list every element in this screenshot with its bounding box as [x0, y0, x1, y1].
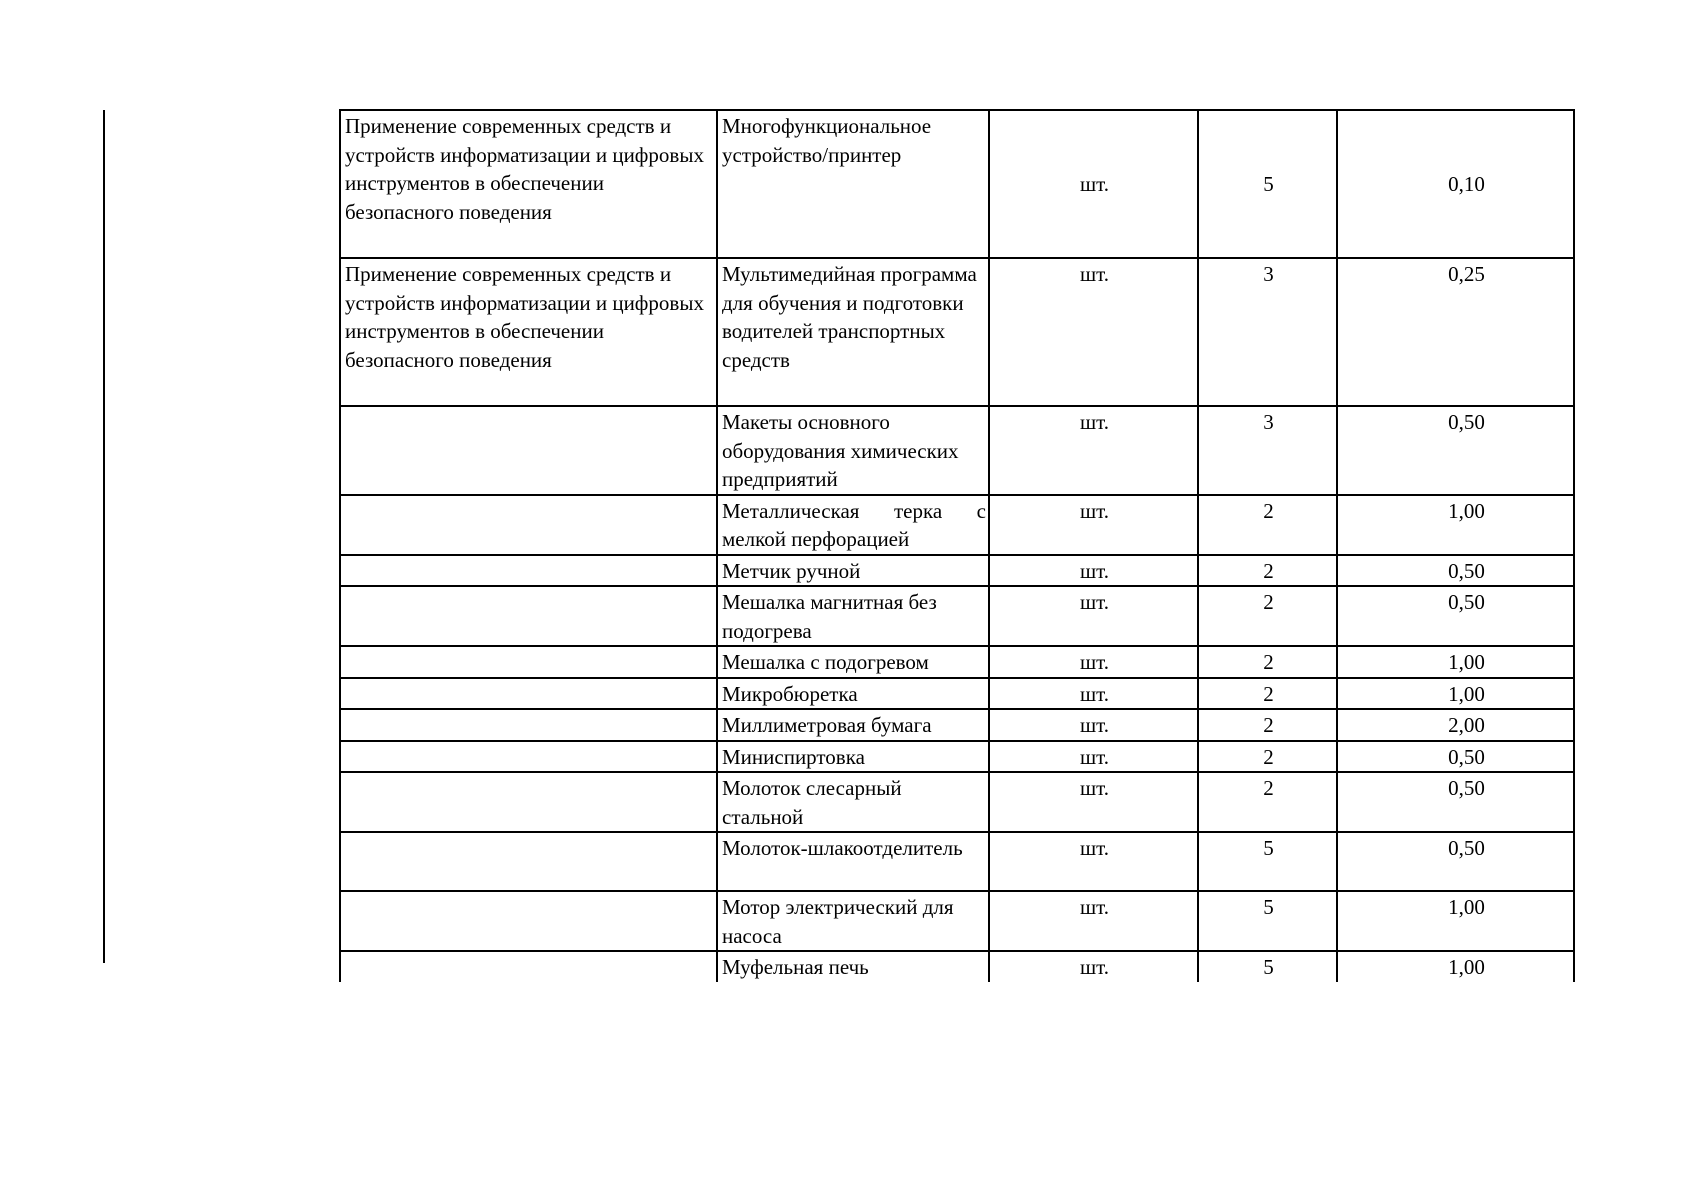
- area-cell: Применение современных средств и устройств информатизации и цифровых инструментов в обеспечении безопасного поведения: [340, 258, 717, 406]
- unit-value: шт.: [1079, 498, 1110, 523]
- unit-value: шт.: [1079, 955, 1110, 979]
- norm-cell: [1337, 258, 1574, 406]
- area-cell: [340, 555, 717, 587]
- item-name-cell: Мотор электрический для насоса: [717, 891, 989, 951]
- norm-cell: [1337, 646, 1574, 678]
- table-row: [340, 891, 1574, 951]
- table-row: [340, 586, 1574, 646]
- unit-value: шт.: [1079, 262, 1110, 286]
- unit-value: шт.: [1079, 650, 1110, 674]
- norm-value: 0,50: [1448, 836, 1485, 860]
- item-name-cell: Молоток-шлакоотделитель: [717, 832, 989, 891]
- norm-cell: [1337, 741, 1574, 773]
- unit-value: шт.: [1079, 590, 1110, 614]
- norm-cell: [1337, 891, 1574, 951]
- unit-cell: [989, 741, 1198, 773]
- quantity-cell: [1198, 586, 1337, 646]
- unit-value: шт.: [1079, 713, 1110, 737]
- item-name-cell: Молоток слесарный стальной: [717, 772, 989, 832]
- quantity-value: 2: [1263, 590, 1274, 614]
- quantity-cell: [1198, 741, 1337, 773]
- quantity-value: 3: [1263, 410, 1274, 434]
- unit-cell: [989, 832, 1198, 891]
- quantity-cell: [1198, 832, 1337, 891]
- item-name-cell: Муфельная печь: [717, 951, 989, 982]
- table-row: [340, 495, 1574, 555]
- quantity-cell: [1198, 555, 1337, 587]
- area-cell: [340, 891, 717, 951]
- norm-cell: [1337, 495, 1574, 555]
- norm-cell: [1337, 951, 1574, 982]
- unit-cell: [989, 772, 1198, 832]
- unit-cell: [989, 258, 1198, 406]
- unit-cell: [989, 586, 1198, 646]
- quantity-cell: [1198, 678, 1337, 710]
- quantity-cell: [1198, 495, 1337, 555]
- item-name-cell: Миллиметровая бумага: [717, 709, 989, 741]
- area-cell: Применение современных средств и устройств информатизации и цифровых инструментов в обеспечении безопасного поведения: [340, 110, 717, 258]
- unit-cell: [989, 495, 1198, 555]
- item-name-cell: Металлическая терка с мелкой перфорацией: [717, 495, 989, 555]
- quantity-cell: [1198, 709, 1337, 741]
- area-cell: [340, 772, 717, 832]
- unit-cell: [989, 555, 1198, 587]
- unit-cell: [989, 891, 1198, 951]
- item-name-cell: Многофункциональное устройство/принтер: [717, 110, 989, 258]
- area-cell: [340, 495, 717, 555]
- area-cell: [340, 951, 717, 982]
- norm-value: 0,50: [1448, 776, 1485, 800]
- quantity-cell: [1198, 406, 1337, 495]
- area-cell: [340, 709, 717, 741]
- quantity-cell: [1198, 951, 1337, 982]
- unit-value: шт.: [1079, 172, 1110, 197]
- norm-value: 0,50: [1448, 590, 1485, 614]
- norm-cell: [1337, 709, 1574, 741]
- item-name-cell: Мультимедийная программа для обучения и подготовки водителей транспортных средств: [717, 258, 989, 406]
- unit-cell: [989, 678, 1198, 710]
- norm-value: 1,00: [1448, 681, 1485, 706]
- item-name-cell: Микробюретка: [717, 678, 989, 710]
- norm-value: 1,00: [1448, 955, 1485, 979]
- quantity-value: 2: [1263, 650, 1274, 674]
- unit-value: шт.: [1079, 410, 1110, 434]
- table-row: [340, 678, 1574, 710]
- unit-cell: [989, 646, 1198, 678]
- norm-value: 0,50: [1448, 558, 1485, 583]
- unit-value: шт.: [1079, 558, 1110, 583]
- norm-cell: [1337, 678, 1574, 710]
- quantity-value: 5: [1263, 836, 1274, 860]
- quantity-value: 2: [1263, 558, 1274, 583]
- norm-cell: [1337, 586, 1574, 646]
- area-cell: [340, 741, 717, 773]
- norm-cell: [1337, 406, 1574, 495]
- norm-cell: [1337, 110, 1574, 258]
- quantity-value: 5: [1263, 955, 1274, 979]
- norm-value: 1,00: [1448, 650, 1485, 674]
- unit-cell: [989, 406, 1198, 495]
- table-row: [340, 709, 1574, 741]
- table-row: [340, 741, 1574, 773]
- page-left-border: [103, 110, 105, 963]
- norm-value: 0,10: [1448, 172, 1485, 197]
- quantity-value: 2: [1263, 776, 1274, 800]
- quantity-value: 5: [1263, 172, 1274, 197]
- quantity-cell: [1198, 258, 1337, 406]
- unit-cell: [989, 709, 1198, 741]
- table-row: [340, 832, 1574, 891]
- quantity-value: 2: [1263, 681, 1274, 706]
- table-row: [340, 555, 1574, 587]
- norm-value: 2,00: [1448, 713, 1485, 737]
- item-name-cell: Мешалка с подогревом: [717, 646, 989, 678]
- table-row: [340, 110, 1574, 258]
- quantity-cell: [1198, 772, 1337, 832]
- quantity-cell: [1198, 646, 1337, 678]
- norm-value: 1,00: [1448, 895, 1485, 919]
- unit-value: шт.: [1079, 776, 1110, 800]
- norm-value: 0,50: [1448, 410, 1485, 434]
- table-row: [340, 258, 1574, 406]
- table-row: [340, 772, 1574, 832]
- table-row: [340, 646, 1574, 678]
- unit-value: шт.: [1079, 681, 1110, 706]
- area-cell: [340, 406, 717, 495]
- item-name-cell: Миниспиртовка: [717, 741, 989, 773]
- norm-cell: [1337, 772, 1574, 832]
- equipment-table: [339, 109, 1575, 982]
- norm-cell: [1337, 555, 1574, 587]
- quantity-value: 2: [1263, 713, 1274, 737]
- unit-value: шт.: [1079, 895, 1110, 919]
- unit-cell: [989, 110, 1198, 258]
- norm-value: 0,50: [1448, 744, 1485, 769]
- quantity-cell: [1198, 110, 1337, 258]
- quantity-cell: [1198, 891, 1337, 951]
- unit-value: шт.: [1079, 836, 1110, 860]
- area-cell: [340, 646, 717, 678]
- quantity-value: 2: [1263, 744, 1274, 769]
- area-cell: [340, 586, 717, 646]
- unit-cell: [989, 951, 1198, 982]
- quantity-value: 3: [1263, 262, 1274, 286]
- norm-cell: [1337, 832, 1574, 891]
- norm-value: 1,00: [1448, 498, 1485, 523]
- item-name-cell: Мешалка магнитная без подогрева: [717, 586, 989, 646]
- item-name-cell: Макеты основного оборудования химических предприятий: [717, 406, 989, 495]
- area-cell: [340, 832, 717, 891]
- item-name-cell: Метчик ручной: [717, 555, 989, 587]
- table-row: [340, 951, 1574, 982]
- table-row: [340, 406, 1574, 495]
- area-cell: [340, 678, 717, 710]
- quantity-value: 2: [1263, 498, 1274, 523]
- quantity-value: 5: [1263, 895, 1274, 919]
- norm-value: 0,25: [1448, 262, 1485, 286]
- unit-value: шт.: [1079, 744, 1110, 769]
